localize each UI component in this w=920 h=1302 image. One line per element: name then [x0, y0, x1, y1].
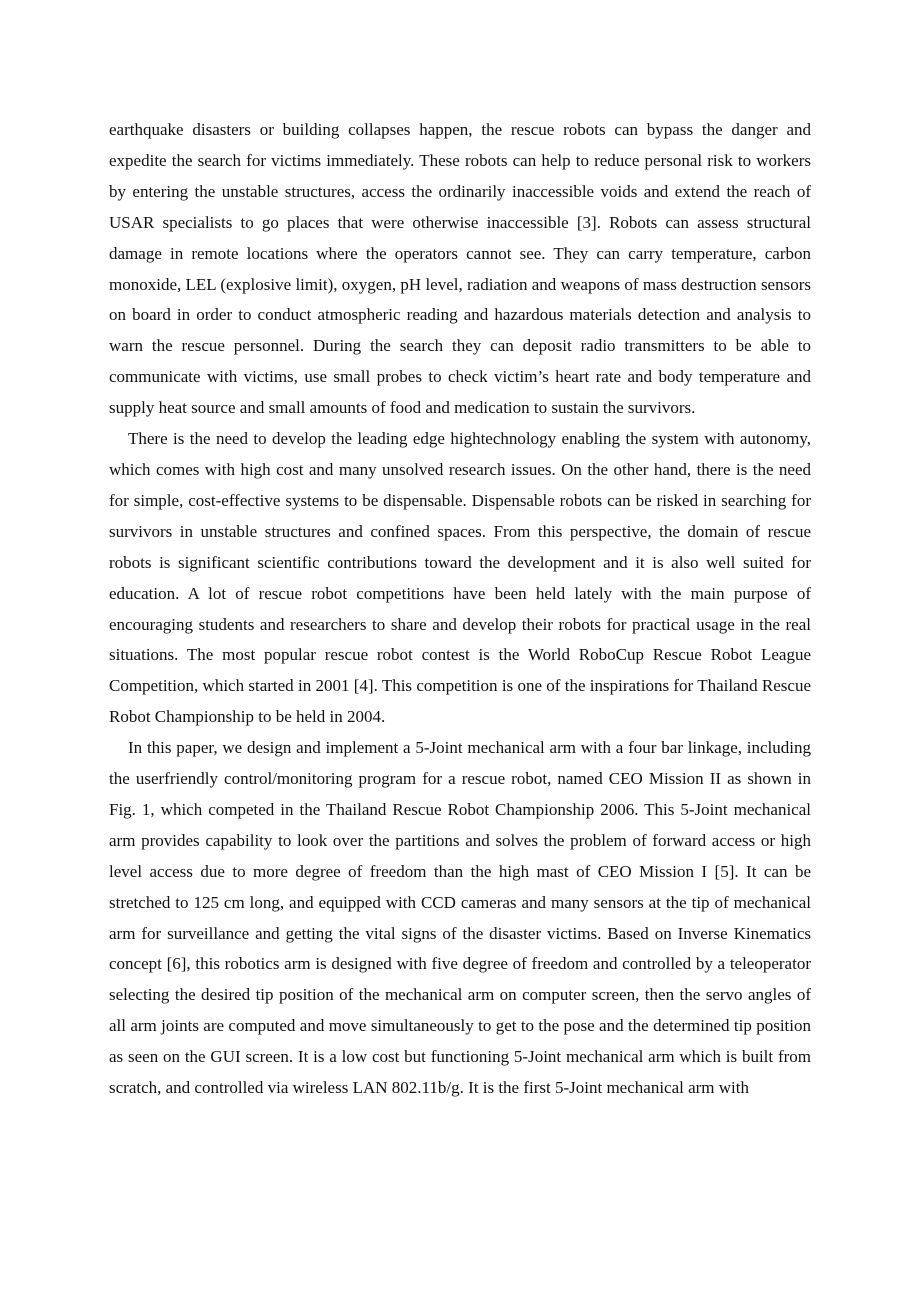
paragraph-this-paper: In this paper, we design and implement a 5-Joint mechanical arm with a four bar linkage, including the userfriendly control/monitoring program for a rescue robot, named CEO Mission II as shown in Fig. 1, which competed in the Thailand Rescue Robot Championship 2006. This 5-Joint mechanical arm provides capability to look over the partitions and solves the problem of forward access or high level access due to more degree of freedom than the high mast of CEO Mission I [5]. It can be stretched to 125 cm long, and equipped with CCD cameras and many sensors at the tip of mechanical arm for surveillance and getting the vital signs of the disaster victims. Based on Inverse Kinematics concept [6], this robotics arm is designed with five degree of freedom and controlled by a teleoperator selecting the desired tip position of the mechanical arm on computer screen, then the servo angles of all arm joints are computed and move simultaneously to get to the pose and the determined tip position as seen on the GUI screen. It is a low cost but functioning 5-Joint mechanical arm which is built from scratch, and controlled via wireless LAN 802.11b/g. It is the first 5-Joint mechanical arm with — [109, 738, 811, 1098]
paragraph-continuation: earthquake disasters or building collapses happen, the rescue robots can bypass the danger and expedite the search for victims immediately. These robots can help to reduce personal risk to workers by entering the unstable structures, access the ordinarily inaccessible voids and extend the reach of USAR specialists to go places that were otherwise inaccessible [3]. Robots can assess structural damage in remote locations where the operators cannot see. They can carry temperature, carbon monoxide, LEL (explosive limit), oxygen, pH level, radiation and weapons of mass destruction sensors on board in order to conduct atmospheric reading and hazardous materials detection and analysis to warn the rescue personnel. During the search they can deposit radio transmitters to be able to communicate with victims, use small probes to check victim’s heart rate and body temperature and supply heat source and small amounts of food and medication to sustain the survivors. — [109, 120, 811, 418]
paragraph-need-for-robots: There is the need to develop the leading edge hightechnology enabling the system with autonomy, which comes with high cost and many unsolved research issues. On the other hand, there is the need for simple, cost-effective systems to be dispensable. Dispensable robots can be risked in searching for survivors in unstable structures and confined spaces. From this perspective, the domain of rescue robots is significant scientific contributions toward the development and it is also well suited for education. A lot of rescue robot competitions have been held lately with the main purpose of encouraging students and researchers to share and develop their robots for practical usage in the real situations. The most popular rescue robot contest is the World RoboCup Rescue Robot League Competition, which started in 2001 [4]. This competition is one of the inspirations for Thailand Rescue Robot Championship to be held in 2004. — [109, 429, 811, 727]
document-page — [109, 115, 811, 1104]
